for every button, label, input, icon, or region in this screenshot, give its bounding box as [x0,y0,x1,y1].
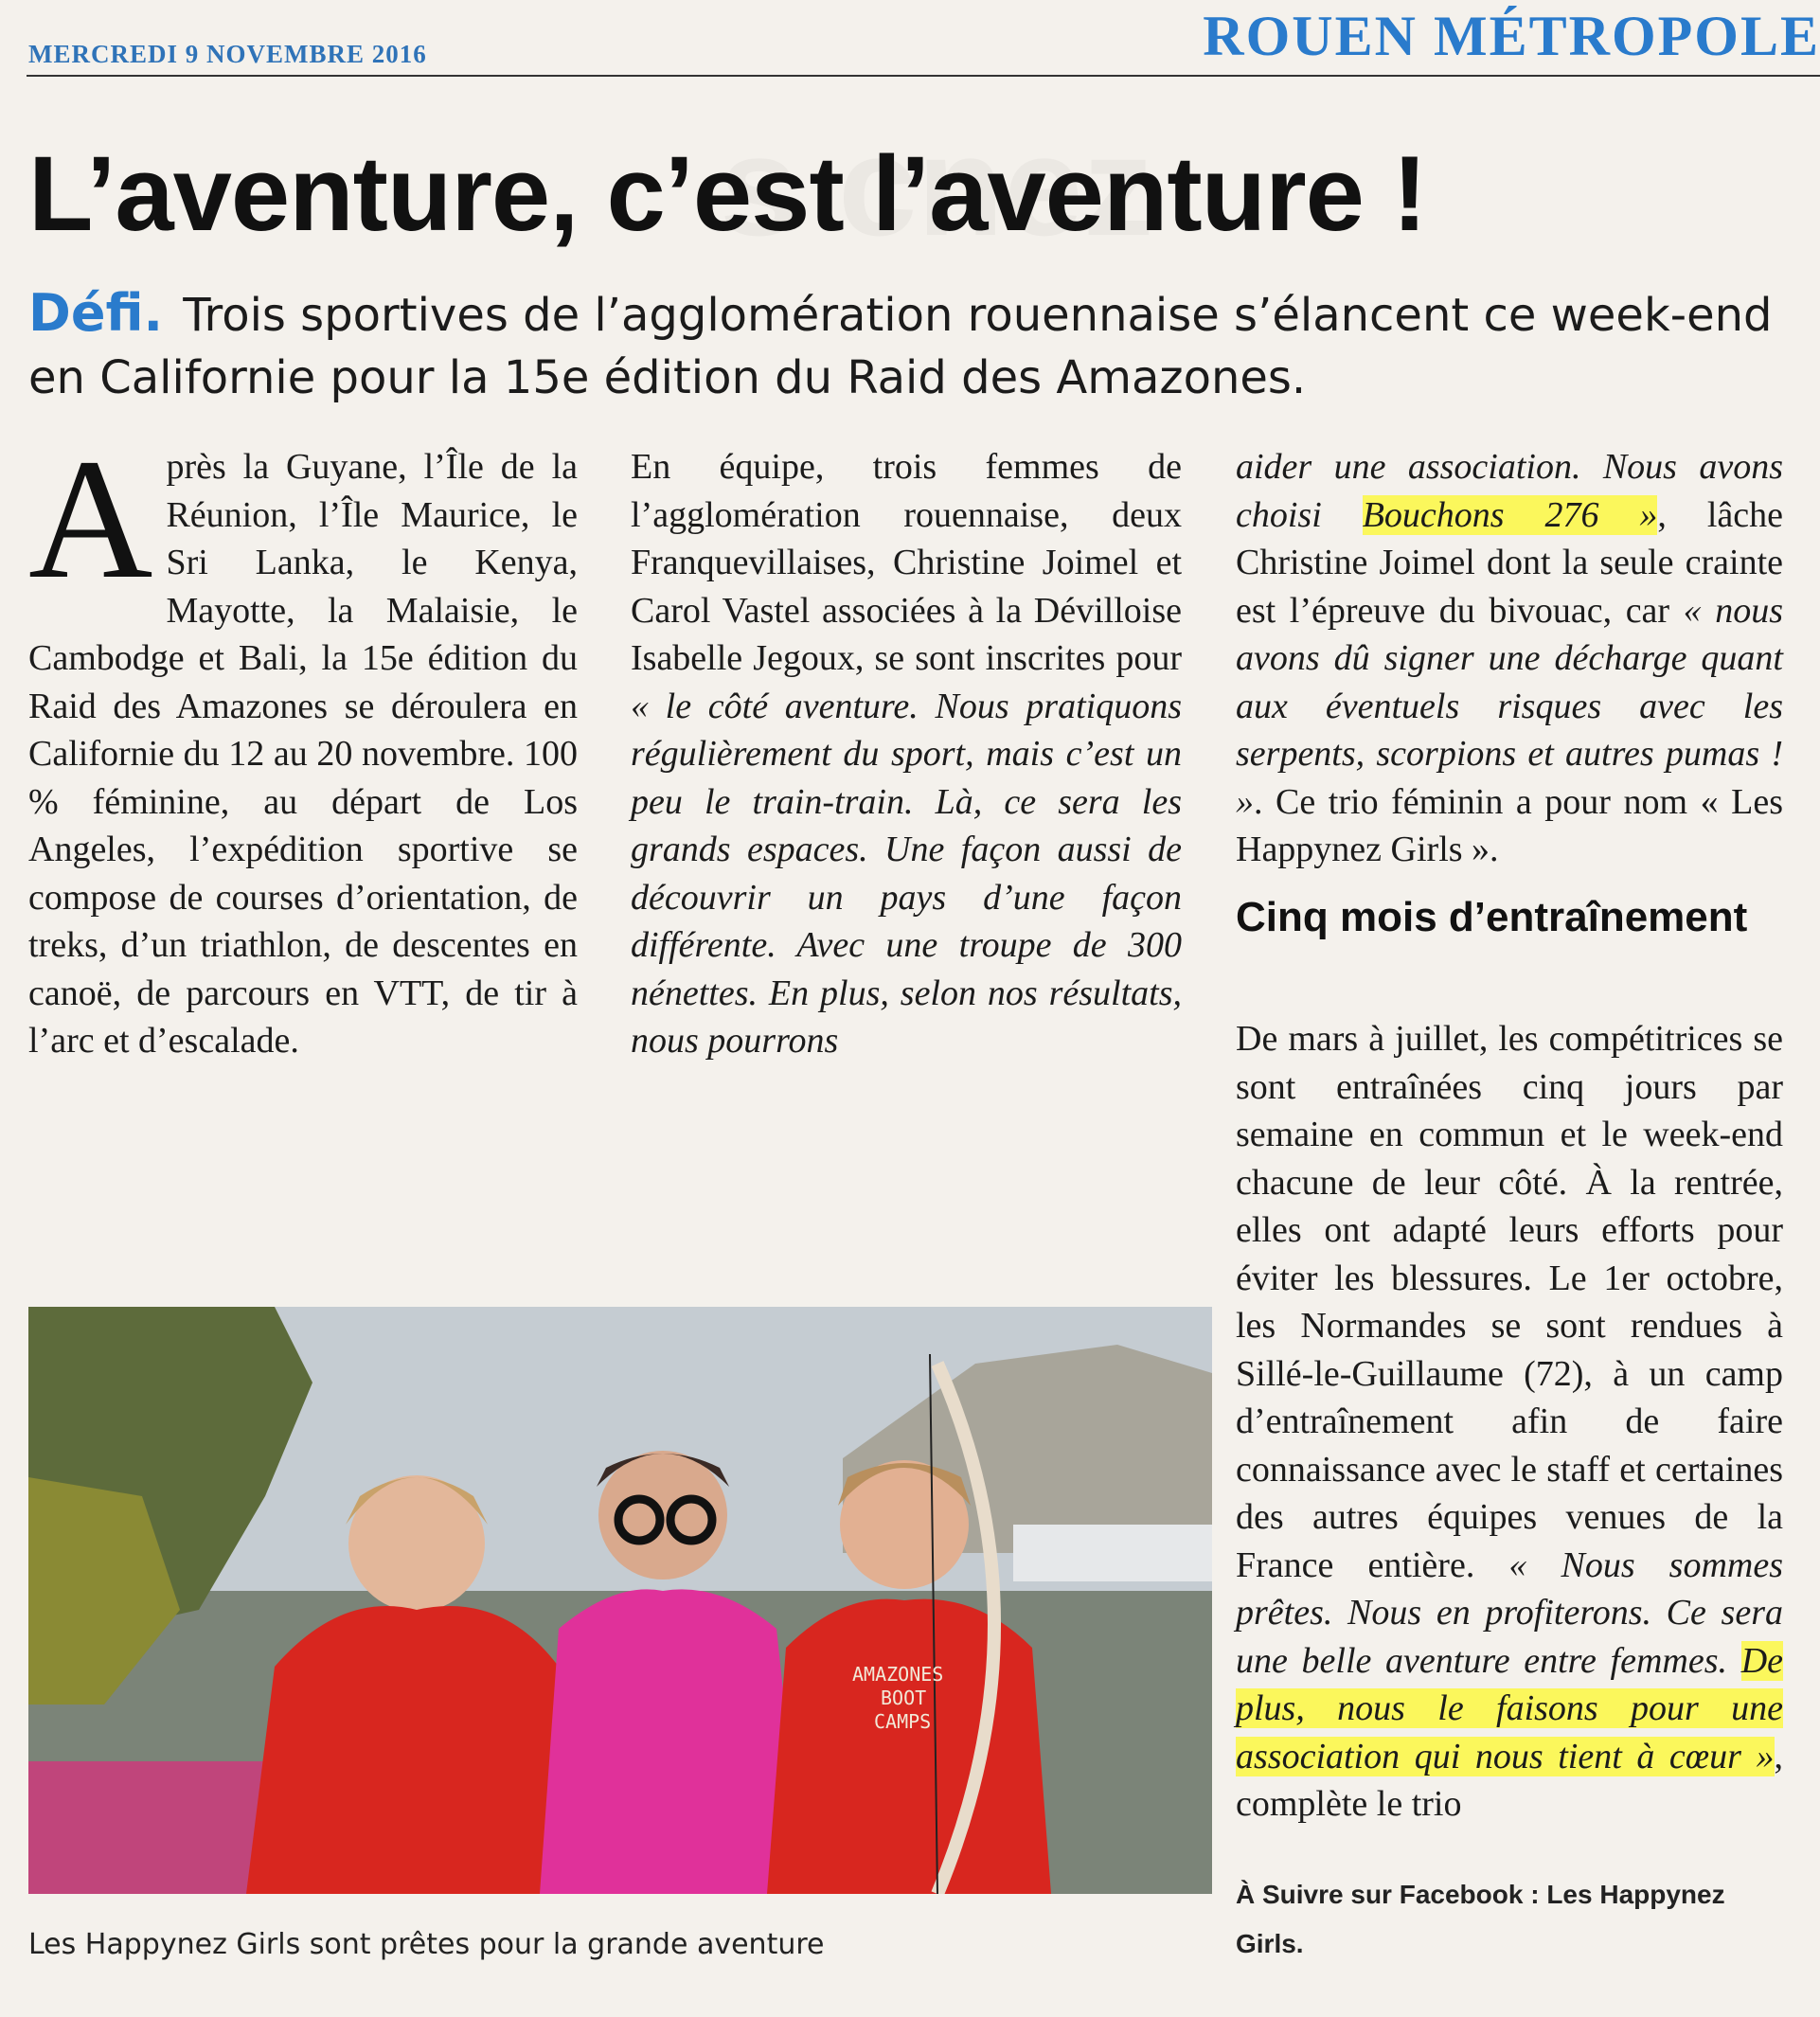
column-3-paragraph [1236,443,1783,874]
facebook-note: À Suivre sur Facebook : Les Happynez Girls. [1236,1880,1725,1958]
standfirst-kicker: Défi. [28,283,163,343]
column-3-text-a: , lâche Christine Joimel dont la seule crainte est l’épreuve du bivouac, car [1236,494,1783,631]
photo-caption: Les Happynez Girls sont prêtes pour la grande aventure [28,1928,825,1961]
issue-date: MERCREDI 9 NOVEMBRE 2016 [28,40,427,68]
column-3b-quote: « Nous sommes prêtes. Nous en profiterons. Ce sera une belle aventure entre femmes. [1236,1544,1783,1681]
column-2-paragraph [631,443,1182,1065]
standfirst-text: Trois sportives de l’agglomération rouennaise s’élancent ce week-end en Californie pour la 15e édition du Raid des Amazones. [28,289,1773,404]
column-3b-tail: , complète le trio [1236,1736,1783,1824]
subheading: Cinq mois d’entraînement [1236,894,1748,940]
column-3b-paragraph [1236,1015,1783,1829]
article-column-3 [1236,443,1783,874]
headline: L’aventure, c’est l’aventure ! [28,134,1427,253]
jacket-print-1: AMAZONES [852,1663,944,1686]
column-3-text-b: . Ce trio féminin a pour nom « Les Happynez Girls ». [1236,781,1783,869]
column-2-intro: En équipe, trois femmes de l’agglomération rouennaise, deux Franquevillaises, Christine Joimel et Carol Vastel associées à la Dévilloise Isabelle Jegoux, se sont inscrites pour [631,447,1182,678]
column-2-quote: « le côté aventure. Nous pratiquons régulièrement du sport, mais c’est un peu le train-train. Là, ce sera les grands espaces. Une façon aussi de découvrir un pays d’une façon différente. Avec une troupe de 300 nénettes. En plus, selon nos résultats, nous pourrons [631,686,1182,1061]
jacket-print-3: CAMPS [874,1710,932,1733]
jacket-print-2: BOOT [881,1687,927,1709]
highlighted-association-name: Bouchons 276 » [1362,494,1658,535]
drop-cap: A [28,424,153,615]
article-column-3-continued [1236,1015,1783,1829]
article-column-2 [631,443,1182,1065]
header-rule [27,75,1820,77]
column-3-quote-b: « nous avons dû signer une décharge quant aux éventuels risques avec les serpents, scorpions et autres pumas ! » [1236,590,1784,822]
team-photo-illustration [28,1307,1212,1894]
team-photo [28,1307,1212,1894]
standfirst [28,282,1809,409]
article-column-1 [28,424,578,1065]
column-1-text: près la Guyane, l’Île de la Réunion, l’Île Maurice, le Sri Lanka, le Kenya, Mayotte, la Malaisie, le Cambodge et Bali, la 15e édition du Raid des Amazones se déroulera en Californie du 12 au 20 novembre. 100 % féminine, au départ de Los Angeles, l’expédition sportive se compose de courses d’orientation, de treks, d’un triathlon, de descentes en canoë, de parcours en VTT, de tir à l’arc et d’escalade. [28,447,578,1061]
section-title: ROUEN MÉTROPOLE [1203,5,1820,67]
column-3-quote-a: aider une association. Nous avons choisi [1236,447,1783,535]
column-3b-text: De mars à juillet, les compétitrices se sont entraînées cinq jours par semaine en commun et le week-end chacune de leur côté. À la rentrée, elles ont adapté leurs efforts pour éviter les blessures. Le 1er octobre, les Normandes se sont rendues à Sillé-le-Guillaume (72), à un camp d’entraînement afin de faire connaissance avec le staff et certaines des autres équipes venues de la France entière. [1236,1019,1783,1585]
highlighted-quote: De plus, nous le faisons pour une association qui nous tient à cœur » [1236,1640,1784,1776]
